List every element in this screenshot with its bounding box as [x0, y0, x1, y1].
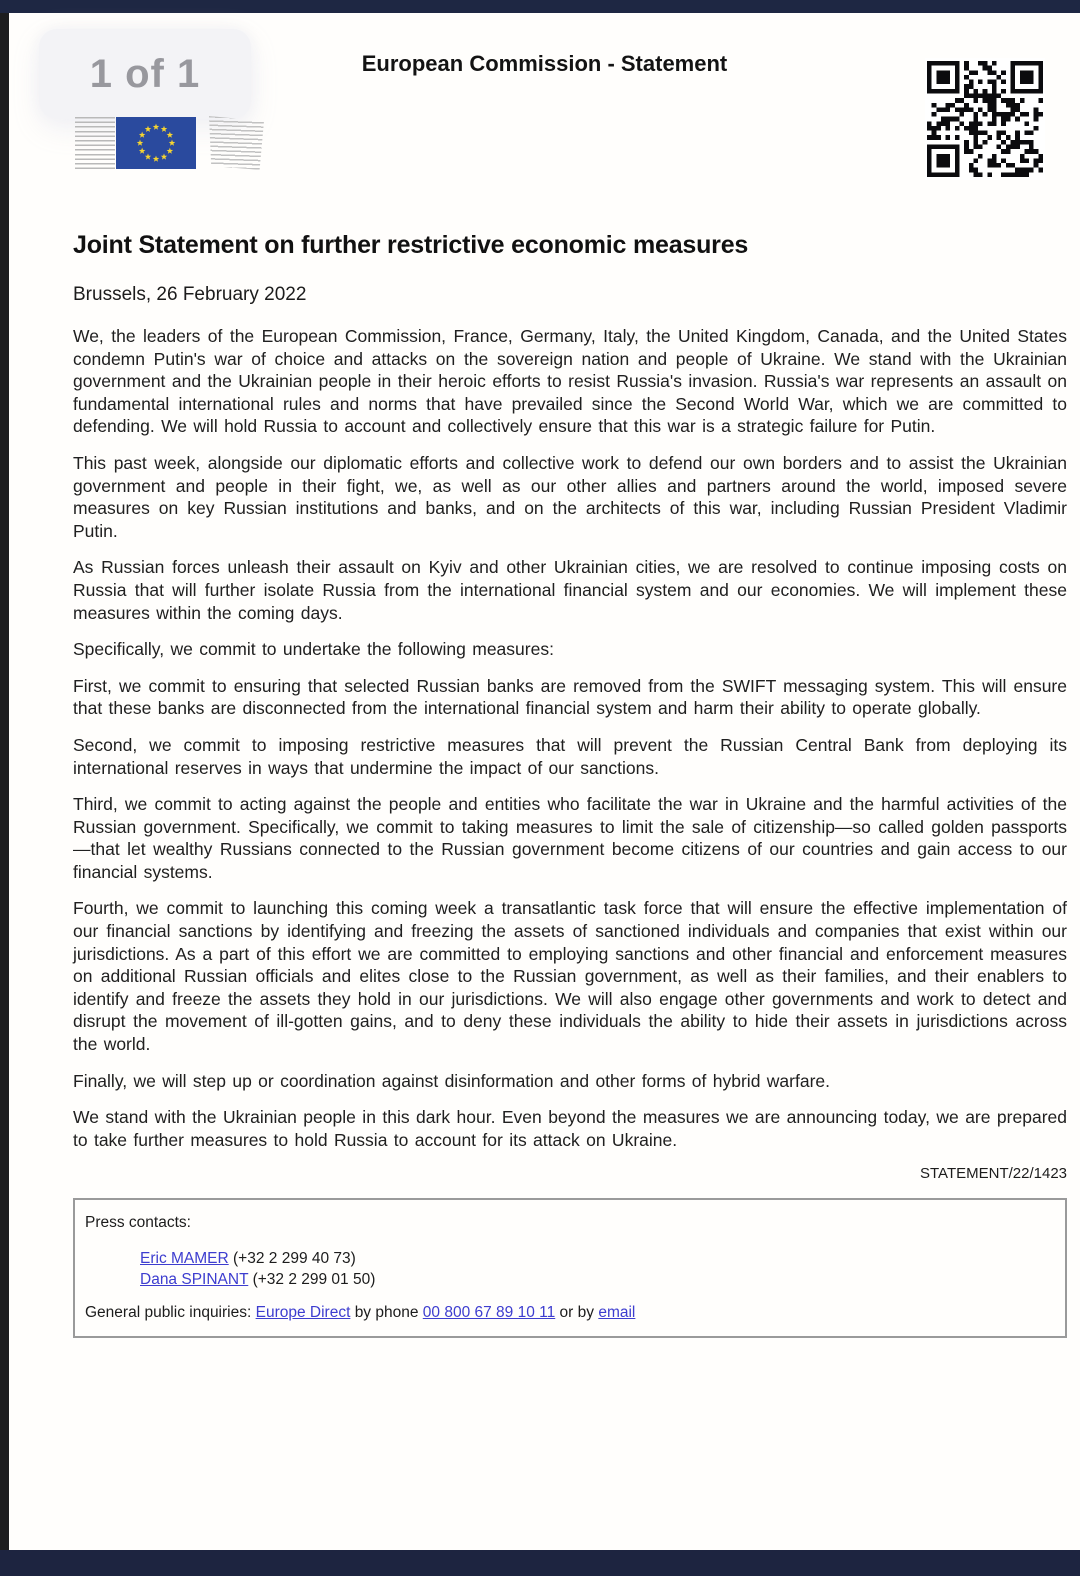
paragraph: We, the leaders of the European Commission, France, Germany, Italy, the United Kingdom, Canada, and the United States condemn Putin's war of choice and attacks on the sovereign nation and people of Ukraine. We stand with the Ukrainian government and the Ukrainian people in their heroic efforts to resist Russia's invasion. Russia's war represents an assault on fundamental international rules and norms that have prevailed since the Second World War, which we are committed to defending. We will hold Russia to account and collectively ensure that this war is a strategic failure for Putin. [73, 326, 1067, 437]
page-indicator-badge [39, 29, 251, 119]
logo-lines-left [75, 117, 115, 169]
inquiries-prefix: General public inquiries: [85, 1304, 252, 1322]
press-contacts-box [73, 1198, 1067, 1338]
paragraph: This past week, alongside our diplomatic efforts and collective work to defend our own borders and to assist the Ukrainian government and people in their fight, we, as well as our other allies and partners around the world, imposed severe measures on key Russian institutions and banks, and on the architects of this war, including Russian President Vladimir Putin. [73, 452, 1067, 541]
press-contacts-heading: Press contacts: [85, 1214, 191, 1232]
statement-reference: STATEMENT/22/1423 [920, 1165, 1067, 1183]
bottom-navy-strip [0, 1550, 1080, 1576]
document-header-title: European Commission - Statement [361, 51, 728, 76]
inquiries-text: or by [559, 1304, 595, 1322]
general-inquiries-line [85, 1304, 1053, 1322]
page-indicator-label: 1 of 1 [89, 51, 201, 96]
phone-number-link[interactable]: 00 800 67 89 10 11 [422, 1304, 556, 1322]
qr-code-icon [925, 58, 1045, 180]
europe-direct-link[interactable]: Europe Direct [255, 1304, 351, 1322]
press-contact-row [140, 1269, 1053, 1290]
document-title: Joint Statement on further restrictive economic measures [73, 231, 749, 259]
paragraph: Second, we commit to imposing restrictive measures that will prevent the Russian Central Bank from deploying its international reserves in ways that undermine the impact of our sanctions. [73, 734, 1067, 778]
inquiries-text: by phone [354, 1304, 419, 1322]
eu-flag-icon [116, 117, 196, 169]
contact-phone: (+32 2 299 01 50) [252, 1271, 376, 1289]
dateline: Brussels, 26 February 2022 [73, 284, 307, 305]
top-navy-strip [0, 0, 1080, 13]
contact-phone: (+32 2 299 40 73) [233, 1250, 356, 1268]
document-body [73, 231, 1067, 1338]
contact-link-eric-mamer[interactable]: Eric MAMER [140, 1250, 229, 1268]
document-page [9, 13, 1080, 1550]
paragraph: We stand with the Ukrainian people in this dark hour. Even beyond the measures we are announcing today, we are prepared to take further measures to hold Russia to account for its attack on Ukraine. [73, 1107, 1067, 1150]
eu-commission-flag-logo-icon [75, 117, 265, 169]
email-link[interactable]: email [598, 1304, 636, 1322]
contact-link-dana-spinant[interactable]: Dana SPINANT [140, 1271, 249, 1289]
paragraph: Finally, we will step up or coordination against disinformation and other forms of hybrid warfare. [73, 1070, 830, 1091]
paragraph: Third, we commit to acting against the people and entities who facilitate the war in Ukraine and the harmful activities of the Russian government. Specifically, we commit to taking measures to limit the sale of citizenship—so called golden passports—that let wealthy Russians connected to the Russian government become citizens of our countries and gain access to our financial systems. [73, 794, 1067, 882]
left-dark-edge [0, 13, 9, 1550]
logo-lines-right [209, 116, 264, 170]
press-contact-row [140, 1248, 1053, 1269]
paragraph: Specifically, we commit to undertake the following measures: [73, 639, 554, 660]
paragraph: Fourth, we commit to launching this coming week a transatlantic task force that will ensure the effective implementation of our financial sanctions by identifying and freezing the assets of sanctioned individuals and companies that exist within our jurisdictions. As a part of this effort we are committed to employing sanctions and other financial and enforcement measures on additional Russian officials and elites close to the Russian government, as well as their families, and their enablers to identify and freeze the assets they hold in our jurisdictions. We will also engage other governments and work to detect and disrupt the movement of ill-gotten gains, and to deny these individuals the ability to hide their assets in jurisdictions across the world. [73, 898, 1067, 1055]
paragraph: As Russian forces unleash their assault on Kyiv and other Ukrainian cities, we are resolved to continue imposing costs on Russia that will further isolate Russia from the international financial system and our economies. We will implement these measures within the coming days. [73, 557, 1067, 623]
paragraph: First, we commit to ensuring that selected Russian banks are removed from the SWIFT messaging system. This will ensure that these banks are disconnected from the international financial system and harm their ability to operate globally. [73, 675, 1067, 719]
